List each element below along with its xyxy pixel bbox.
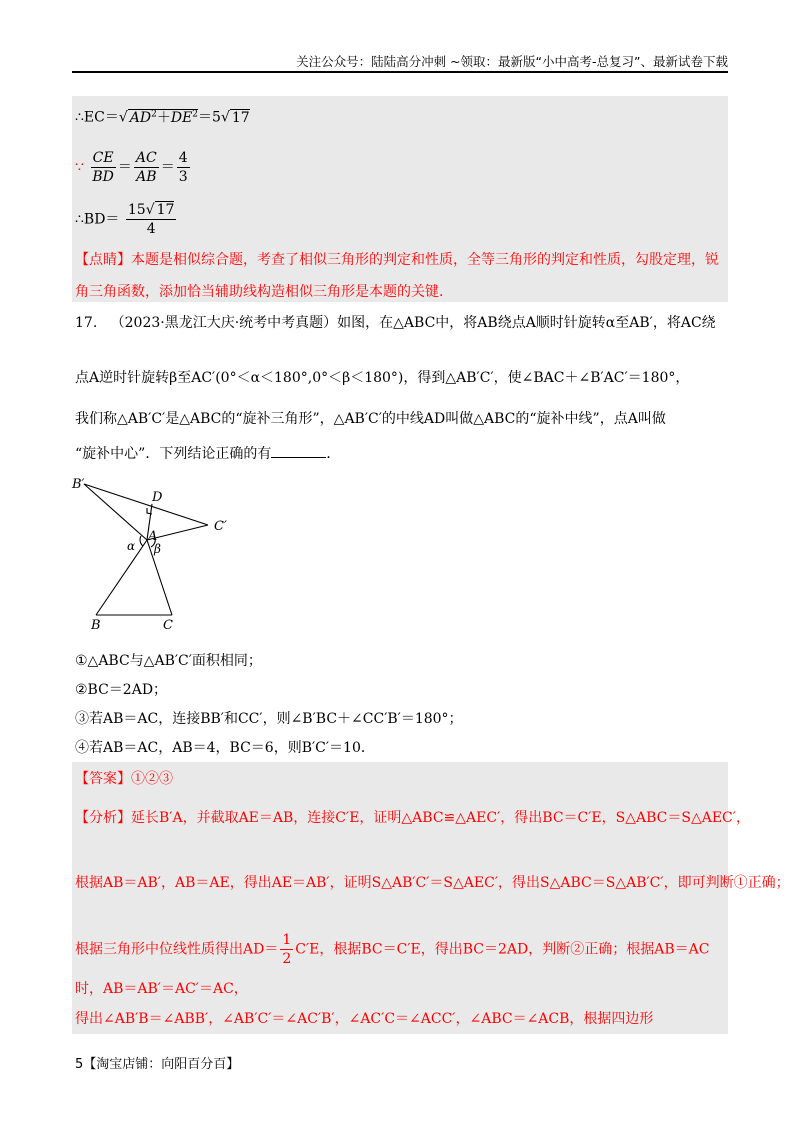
analysis-line3: 根据三角形中位线性质得出AD＝ $\frac{1}{2}$ C′E，根据BC＝C′E，得出BC＝2AD，判断②正确；根据AB＝AC	[75, 932, 710, 968]
segment-b-prime-c-prime	[84, 484, 208, 525]
header-rule	[72, 71, 728, 73]
geometry-figure	[70, 474, 250, 634]
label-a: A	[148, 529, 158, 544]
label-beta: β	[154, 542, 161, 556]
alpha-arc	[140, 536, 143, 546]
label-b-prime: B′	[72, 477, 85, 492]
question-line3: 我们称△AB′C′是△ABC的“旋补三角形”，△AB′C′的中线AD叫做△ABC的“旋补中线”，点A叫做	[75, 411, 666, 427]
label-c-prime: C′	[214, 519, 227, 534]
page-header: 关注公众号：陆陆高分冲刺 ~领取：最新版“小中高考-总复习”、最新试卷下载	[296, 54, 728, 69]
option-2: ②BC＝2AD；	[75, 682, 168, 698]
segment-ab	[96, 540, 147, 615]
label-d: D	[152, 490, 163, 505]
analysis-line1: 【分析】延长B′A，并截取AE＝AB，连接C′E，证明△ABC≌△AEC′，得出BC＝C′E，S△ABC＝S△AEC′，	[75, 810, 750, 826]
option-3: ③若AB＝AC，连接BB′和CC′，则∠B′BC＋∠CC′B′＝180°；	[75, 711, 463, 727]
question-line1: 17. （2023·黑龙江大庆·统考中考真题）如图，在△ABC中，将AB绕点A顺时针旋转α至AB′，将AC绕	[75, 315, 716, 331]
option-1: ①△ABC与△AB′C′面积相同；	[75, 653, 262, 669]
segment-b-prime-a	[84, 484, 147, 540]
label-alpha: α	[127, 539, 136, 553]
solution-shaded-block	[72, 96, 728, 302]
answer-blank	[271, 445, 326, 458]
point-comment-line2: 角三角函数，添加恰当辅助线构造相似三角形是本题的关键.	[75, 284, 444, 300]
ratio-formula: ∵ $\frac{CE}{BD}$ ＝ $\frac{AC}{AB}$ ＝ $\frac{4}{3}$	[75, 150, 188, 186]
page-footer: 5【淘宝店铺：向阳百分百】	[75, 1057, 240, 1072]
analysis-line4: 时，AB＝AB′＝AC′＝AC，	[75, 981, 248, 997]
analysis-line5: 得出∠AB′B＝∠ABB′，∠AB′C′＝∠AC′B′，∠AC′C＝∠ACC′，∠ABC＝∠ACB，根据四边形	[75, 1011, 654, 1027]
label-b: B	[91, 618, 101, 633]
ec-formula: ∴EC＝√ $AD^2+DE^2=5√$ 17	[75, 109, 250, 126]
bd-formula: ∴BD＝ $\frac{15√ 17}{4}$	[75, 202, 175, 238]
option-4: ④若AB＝AC，AB＝4，BC＝6，则B′C′＝10．	[75, 740, 375, 756]
question-line2: 点A逆时针旋转β至AC′(0°＜α＜180°,0°＜β＜180°)，得到△AB′C′，使∠BAC＋∠B′AC′＝180°，	[75, 370, 690, 386]
point-comment-line1: 【点睛】本题是相似综合题，考查了相似三角形的判定和性质，全等三角形的判定和性质，勾股定理，锐	[75, 252, 719, 268]
analysis-line2: 根据AB＝AB′，AB＝AE，得出AE＝AB′，证明S△AB′C′＝S△AEC′，得出S△ABC＝S△AB′C′，即可判断①正确；	[75, 875, 790, 891]
label-c: C	[163, 618, 173, 633]
question-line4: “旋补中心”．下列结论正确的有 ．	[75, 446, 341, 462]
answer-line: 【答案】①②③	[75, 771, 173, 787]
